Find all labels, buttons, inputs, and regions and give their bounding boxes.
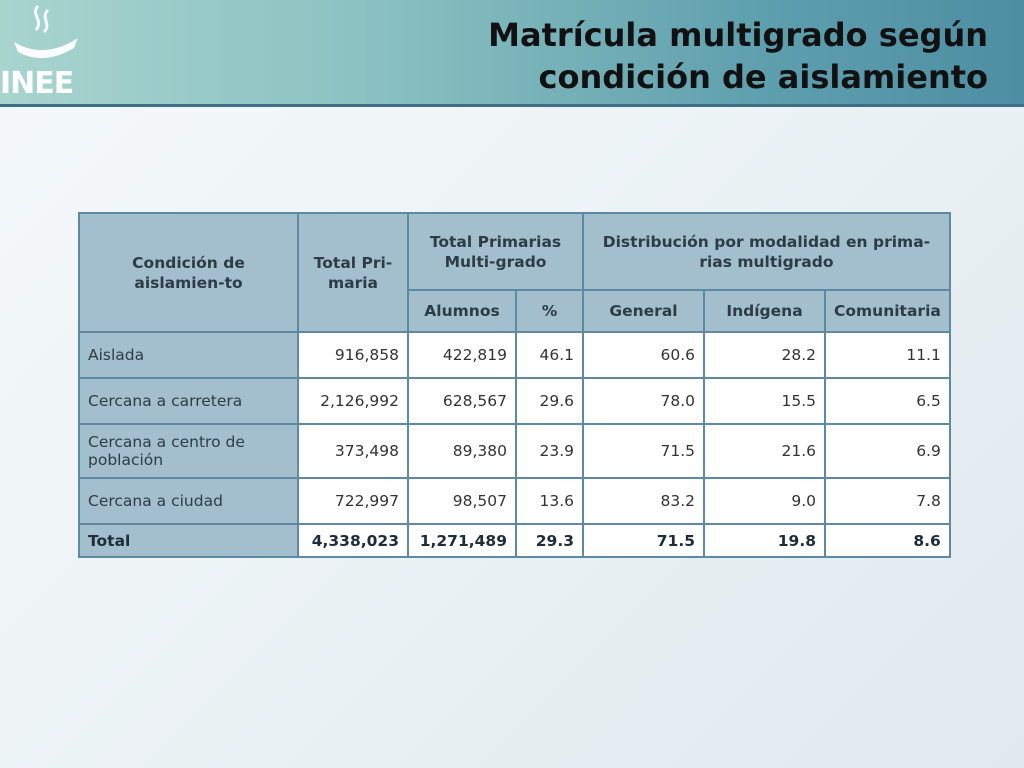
total-indigena: 19.8 bbox=[704, 524, 825, 557]
row-label: Aislada bbox=[79, 332, 298, 378]
cell-comunitaria: 6.9 bbox=[825, 424, 950, 478]
header-total-multigrado: Total Primarias Multi-grado bbox=[408, 213, 583, 290]
row-label: Cercana a centro de población bbox=[79, 424, 298, 478]
total-row bbox=[79, 524, 950, 557]
cell-indigena: 15.5 bbox=[704, 378, 825, 424]
header-bar bbox=[0, 0, 1024, 104]
cell-general: 60.6 bbox=[583, 332, 704, 378]
cell-indigena: 21.6 bbox=[704, 424, 825, 478]
row-label: Cercana a carretera bbox=[79, 378, 298, 424]
cell-pct: 46.1 bbox=[516, 332, 583, 378]
total-general: 71.5 bbox=[583, 524, 704, 557]
header-condicion: Condición de aislamien-to bbox=[79, 213, 298, 332]
logo-emblem-icon bbox=[4, 2, 84, 72]
cell-general: 83.2 bbox=[583, 478, 704, 524]
header-general: General bbox=[583, 290, 704, 332]
total-comunitaria: 8.6 bbox=[825, 524, 950, 557]
header-divider bbox=[0, 104, 1024, 107]
title-line-2: condición de aislamiento bbox=[538, 58, 988, 96]
page-title bbox=[288, 14, 988, 98]
title-line-1: Matrícula multigrado según bbox=[488, 16, 988, 54]
cell-comunitaria: 7.8 bbox=[825, 478, 950, 524]
cell-pct: 23.9 bbox=[516, 424, 583, 478]
header-distribucion: Distribución por modalidad en prima-rias multigrado bbox=[583, 213, 950, 290]
header-total-primaria: Total Pri-maria bbox=[298, 213, 408, 332]
cell-pct: 29.6 bbox=[516, 378, 583, 424]
table-row bbox=[79, 332, 950, 378]
table-row bbox=[79, 478, 950, 524]
cell-total-primaria: 2,126,992 bbox=[298, 378, 408, 424]
total-label: Total bbox=[79, 524, 298, 557]
cell-alumnos: 422,819 bbox=[408, 332, 516, 378]
logo-text: INEE bbox=[0, 66, 74, 101]
header-indigena: Indígena bbox=[704, 290, 825, 332]
header-pct: % bbox=[516, 290, 583, 332]
total-total-primaria: 4,338,023 bbox=[298, 524, 408, 557]
data-table-container bbox=[78, 212, 951, 558]
inee-logo bbox=[0, 0, 110, 104]
row-label: Cercana a ciudad bbox=[79, 478, 298, 524]
matricula-table bbox=[78, 212, 951, 558]
cell-total-primaria: 373,498 bbox=[298, 424, 408, 478]
cell-alumnos: 98,507 bbox=[408, 478, 516, 524]
cell-general: 78.0 bbox=[583, 378, 704, 424]
cell-general: 71.5 bbox=[583, 424, 704, 478]
total-alumnos: 1,271,489 bbox=[408, 524, 516, 557]
cell-indigena: 28.2 bbox=[704, 332, 825, 378]
cell-comunitaria: 6.5 bbox=[825, 378, 950, 424]
cell-comunitaria: 11.1 bbox=[825, 332, 950, 378]
cell-alumnos: 628,567 bbox=[408, 378, 516, 424]
header-alumnos: Alumnos bbox=[408, 290, 516, 332]
cell-total-primaria: 722,997 bbox=[298, 478, 408, 524]
header-comunitaria: Comunitaria bbox=[825, 290, 950, 332]
total-pct: 29.3 bbox=[516, 524, 583, 557]
cell-pct: 13.6 bbox=[516, 478, 583, 524]
table-row bbox=[79, 378, 950, 424]
table-row bbox=[79, 424, 950, 478]
cell-indigena: 9.0 bbox=[704, 478, 825, 524]
cell-alumnos: 89,380 bbox=[408, 424, 516, 478]
cell-total-primaria: 916,858 bbox=[298, 332, 408, 378]
